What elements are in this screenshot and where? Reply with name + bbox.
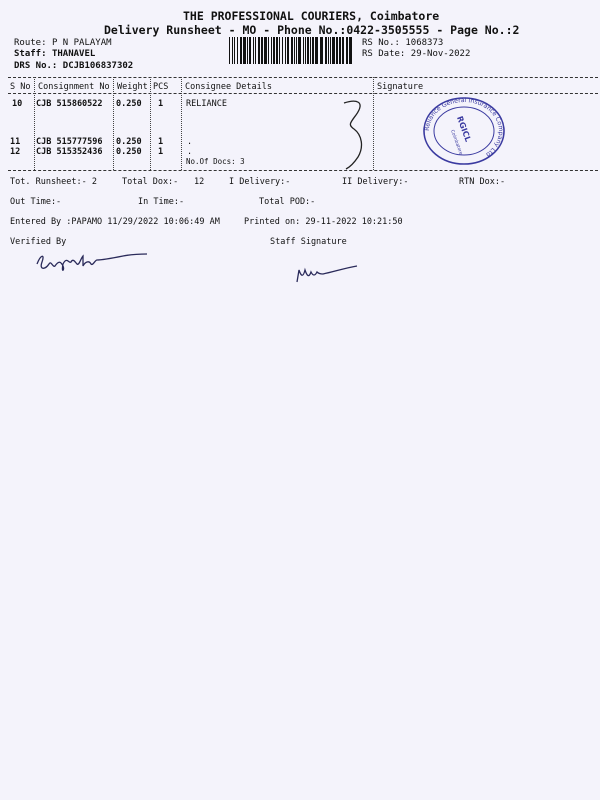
staff-line — [14, 49, 95, 59]
table-top-rule — [8, 77, 598, 78]
total-dox-value: 12 — [194, 177, 205, 187]
company-stamp — [421, 96, 507, 166]
row-sno: 11 — [10, 137, 21, 147]
col-pcs-header: PCS — [153, 82, 169, 92]
col-divider — [113, 77, 114, 170]
verifier-signature — [33, 250, 153, 280]
row-pcs: 1 — [158, 137, 164, 147]
row-weight: 0.250 — [116, 147, 142, 157]
col-divider — [150, 77, 151, 170]
col-divider — [34, 77, 35, 170]
rs-date-line — [362, 49, 470, 59]
barcode — [229, 37, 354, 64]
rtn-dox: RTN Dox:- — [459, 177, 506, 187]
staff-signature — [293, 262, 363, 287]
row-pcs: 1 — [158, 147, 164, 157]
printed-on: Printed on: 29-11-2022 10:21:50 — [244, 217, 403, 227]
staff-signature-label: Staff Signature — [270, 237, 347, 247]
staff-label: Staff: — [14, 49, 47, 59]
col-weight-header: Weight — [117, 82, 148, 92]
rs-no-value: 1068373 — [405, 38, 444, 48]
stamp-outer-text: Reliance General Insurance Company Ltd — [423, 96, 505, 158]
col-divider — [181, 77, 182, 170]
row-consignee: . — [187, 147, 193, 157]
route-value: P N PALAYAM — [51, 38, 112, 48]
rs-no-line — [362, 38, 443, 48]
row-pcs: 1 — [158, 99, 164, 109]
row-sno: 10 — [12, 99, 23, 109]
stamp-city-text: Coimbatore — [449, 129, 463, 156]
no-of-docs: No.Of Docs: 3 — [186, 157, 245, 166]
col-consignee-header: Consignee Details — [185, 82, 272, 92]
row-sno: 12 — [10, 147, 21, 157]
drs-label: DRS No.: — [14, 61, 58, 71]
row-consignee: . — [187, 137, 193, 147]
col-sno-header: S No — [10, 82, 31, 92]
total-dox-label: Total Dox:- — [122, 177, 179, 187]
col-signature-header: Signature — [377, 82, 424, 92]
col-divider — [373, 77, 374, 170]
drs-value: DCJB106837302 — [62, 61, 134, 71]
out-time: Out Time:- — [10, 197, 62, 207]
row-consignment: CJB 515352436 — [36, 147, 103, 157]
staff-value: THANAVEL — [51, 49, 96, 59]
i-delivery: I Delivery:- — [229, 177, 291, 187]
row-weight: 0.250 — [116, 99, 142, 109]
rs-no-label: RS No.: — [362, 38, 400, 48]
handwritten-bracket — [340, 97, 370, 172]
col-consignment-header: Consignment No — [38, 82, 110, 92]
row-weight: 0.250 — [116, 137, 142, 147]
row-consignee: RELIANCE — [186, 99, 227, 109]
row-consignment: CJB 515777596 — [36, 137, 103, 147]
total-pod: Total POD:- — [259, 197, 316, 207]
table-bottom-rule — [8, 170, 598, 171]
entered-by: Entered By :PAPAMO 11/29/2022 10:06:49 AM — [10, 217, 220, 227]
route-label: Route: — [14, 38, 47, 48]
table-header-rule — [8, 93, 598, 94]
verified-by-label: Verified By — [10, 237, 67, 247]
rs-date-label: RS Date: — [362, 49, 406, 59]
route-line — [14, 38, 112, 48]
in-time: In Time:- — [138, 197, 185, 207]
company-title: THE PROFESSIONAL COURIERS, Coimbatore — [183, 9, 440, 23]
runsheet-title: Delivery Runsheet - MO - Phone No.:0422-3505555 - Page No.:2 — [104, 23, 520, 37]
row-consignment: CJB 515860522 — [36, 99, 103, 109]
tot-runsheet: Tot. Runsheet:- 2 — [10, 177, 97, 187]
drs-line — [14, 61, 133, 71]
ii-delivery: II Delivery:- — [342, 177, 409, 187]
stamp-inner-text: RGICL — [454, 114, 473, 144]
rs-date-value: 29-Nov-2022 — [410, 49, 471, 59]
